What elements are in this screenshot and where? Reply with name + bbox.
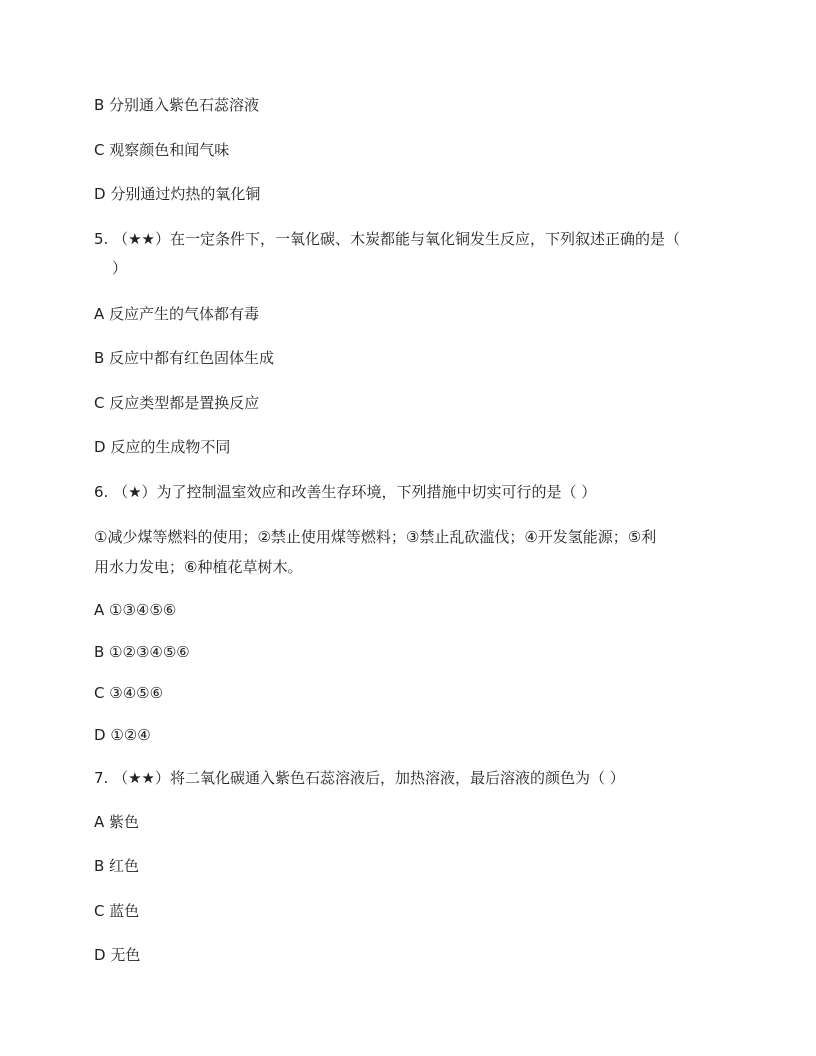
q7-stem: 7. （★★）将二氧化碳通入紫色石蕊溶液后，加热溶液，最后溶液的颜色为（ ） [94,769,625,787]
q7-option-d: D 无色 [94,946,141,964]
q4-option-b: B 分别通入紫色石蕊溶液 [94,96,260,114]
q5-option-b: B 反应中都有红色固体生成 [94,349,275,367]
q7-option-a: A 紫色 [94,813,140,831]
q6-option-d: D ①②④ [94,726,151,744]
q5-option-a: A 反应产生的气体都有毒 [94,305,260,323]
q7-option-b: B 红色 [94,857,140,875]
q6-option-b: B ①②③④⑤⑥ [94,643,190,661]
q4-option-d: D 分别通过灼热的氧化铜 [94,185,261,203]
q6-measures-line2: 用水力发电；⑥种植花草树木。 [94,558,303,576]
q5-option-d: D 反应的生成物不同 [94,438,231,456]
q6-option-c: C ③④⑤⑥ [94,684,164,702]
q5-stem: 5. （★★）在一定条件下，一氧化碳、木炭都能与氧化铜发生反应，下列叙述正确的是（ [94,230,680,248]
q7-option-c: C 蓝色 [94,902,140,920]
q5-option-c: C 反应类型都是置换反应 [94,394,260,412]
q6-stem: 6. （★）为了控制温室效应和改善生存环境，下列措施中切实可行的是（ ） [94,483,597,501]
q4-option-c: C 观察颜色和闻气味 [94,141,230,159]
q6-measures-line1: ①减少煤等燃料的使用；②禁止使用煤等燃料；③禁止乱砍滥伐；④开发氢能源；⑤利 [94,528,657,546]
q6-option-a: A ①③④⑤⑥ [94,601,177,619]
q5-stem-continuation: ） [112,259,128,277]
